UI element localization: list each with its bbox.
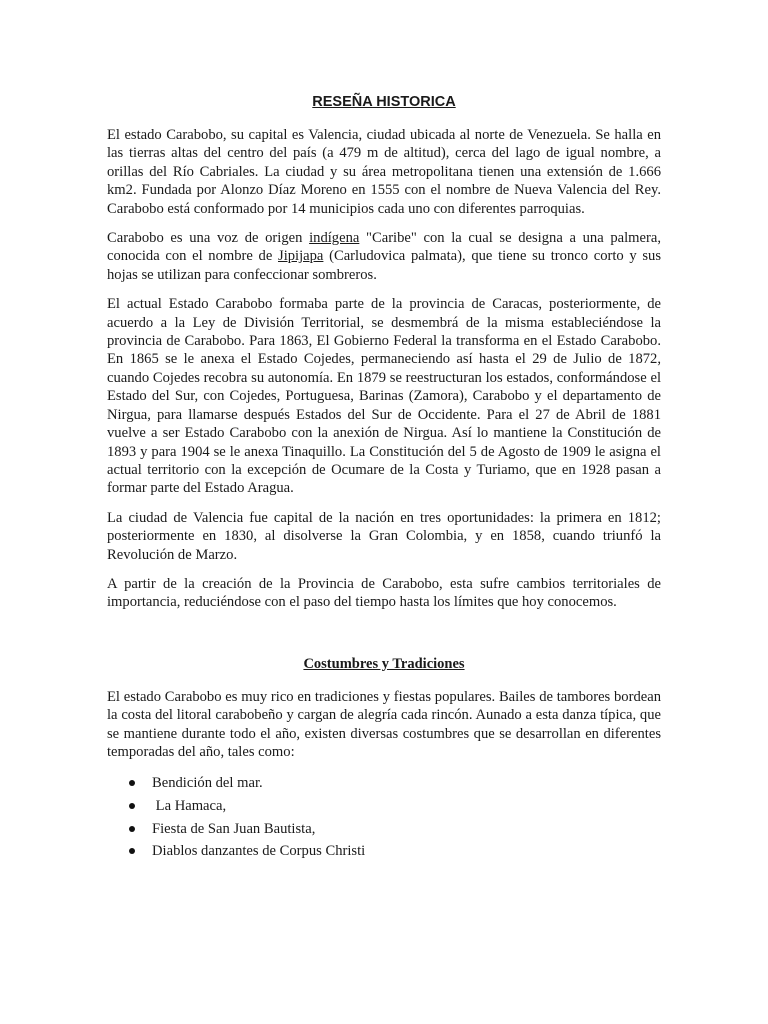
section-title-costumbres: Costumbres y Tradiciones (303, 655, 465, 672)
list-item (107, 818, 661, 841)
bullet-icon (129, 826, 135, 832)
paragraph-origin-text-3: (Carludovica palmata), que tiene su tronco corto y sus hojas se utilizan para confeccionar sombreros. (107, 248, 661, 283)
list-item-label: Fiesta de San Juan Bautista, (152, 820, 316, 837)
link-indigena[interactable]: indígena (309, 230, 360, 247)
list-item-label: Bendición del mar. (152, 775, 263, 792)
paragraph-intro: El estado Carabobo, su capital es Valencia, ciudad ubicada al norte de Venezuela. Se halla en las tierras altas del centro del país (a 479 m de altitud), cerca del lago de igual nombre, a orillas del Río Cabriales. La ciudad y su área metropolitana tienen una extensión de 1.666 km2. Fundada por Alonzo Díaz Moreno en 1555 con el nombre de Nueva Valencia del Rey. Carabobo está conformado por 14 municipios cada uno con diferentes parroquias. (107, 127, 661, 217)
list-item (107, 772, 661, 795)
paragraph-territory: A partir de la creación de la Provincia de Carabobo, esta sufre cambios territoriales de importancia, reduciéndose con el paso del tiempo hasta los límites que hoy conocemos. (107, 575, 661, 611)
paragraph-origin (107, 229, 661, 284)
bullet-icon (129, 848, 135, 854)
paragraph-origin-text-2: "Caribe" con la cual se designa a una palmera, conocida con el nombre de (107, 230, 661, 265)
traditions-list (107, 772, 661, 862)
list-item-label: La Hamaca, (152, 797, 227, 814)
list-item (107, 840, 661, 863)
bullet-icon (129, 780, 135, 786)
list-item-label: Diablos danzantes de Corpus Christi (152, 843, 366, 860)
paragraph-history: El actual Estado Carabobo formaba parte de la provincia de Caracas, posteriormente, de acuerdo a la Ley de División Territorial, se desmembrá de la misma estableciéndose la provincia de Carabobo. Para 1863, El Gobierno Federal la transforma en el Estado Carabobo. En 1865 se le anexa el Estado Cojedes, permaneciendo así hasta el 29 de Julio de 1872, cuando Cojedes recobra su autonomía. En 1879 se reestructuran los estados, conformándose el Estado del Sur, con Cojedes, Portuguesa, Barinas (Zamora), Carabobo y el departamento de Nirgua, para llamarse después Estados del Sur de Occidente. Para el 27 de Abril de 1881 vuelve a ser Estado Carabobo con la anexión de Nirgua. Así lo mantiene la Constitución de 1893 y para 1904 se le anexa Tinaquillo. La Constitución del 5 de Agosto de 1909 le asigna el actual territorio con la excepción de Ocumare de la Costa y Turiamo, que en 1928 pasan a formar parte del Estado Aragua. (107, 296, 661, 497)
paragraph-traditions: El estado Carabobo es muy rico en tradiciones y fiestas populares. Bailes de tambores bordean la costa del litoral carabobeño y cargan de alegría cada rincón. Aunado a esta danza típica, que se mantiene durante todo el año, existen diversas costumbres que se desarrollan en diferentes temporadas del año, tales como: (107, 688, 661, 760)
document-page (107, 92, 661, 863)
paragraph-capital: La ciudad de Valencia fue capital de la nación en tres oportunidades: la primera en 1812; posteriormente en 1830, al disolverse la Gran Colombia, y en 1858, cuando triunfó la Revolución de Marzo. (107, 509, 661, 563)
paragraph-origin-text-1: Carabobo es una voz de origen (107, 230, 310, 247)
list-item (107, 795, 661, 818)
bullet-icon (129, 803, 135, 809)
page-title: RESEÑA HISTORICA (312, 94, 456, 110)
link-jipijapa[interactable]: Jipijapa (278, 248, 324, 265)
